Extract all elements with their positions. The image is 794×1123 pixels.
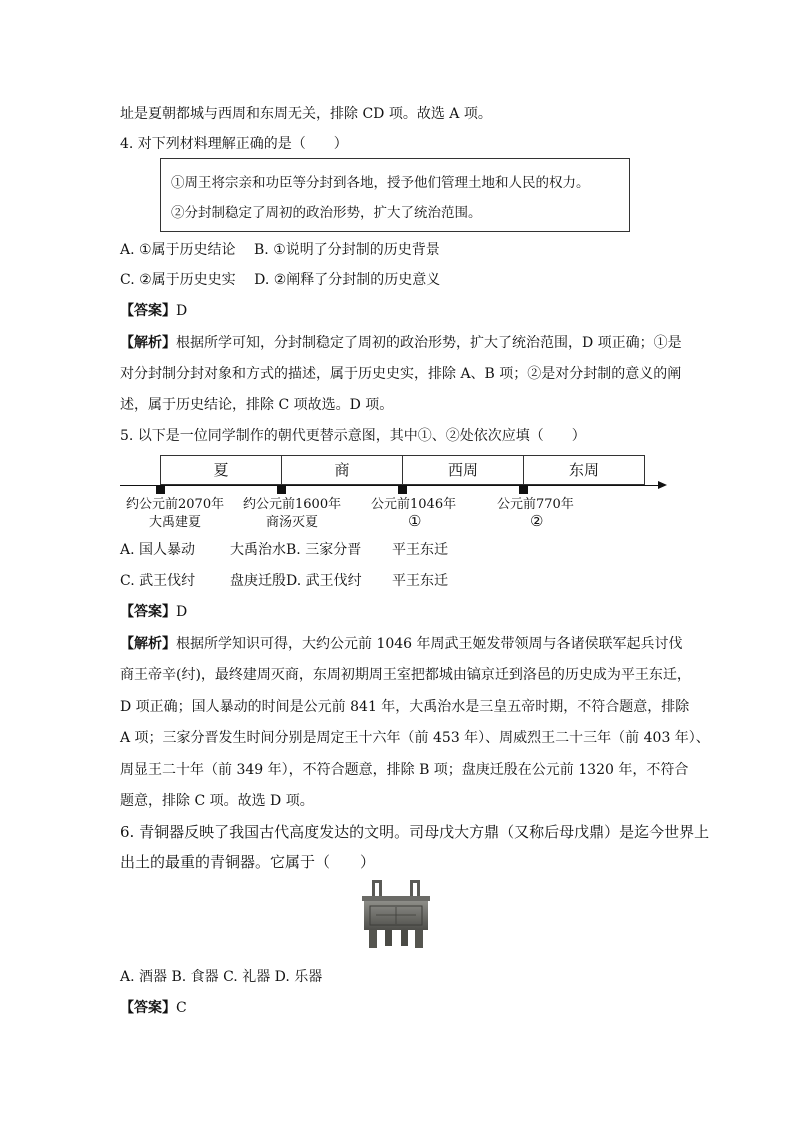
timeline-cell-shang: 商	[281, 455, 403, 485]
intro-line: 址是夏朝都城与西周和东周无关，排除 CD 项。故选 A 项。	[120, 106, 492, 122]
bronze-ding-image	[358, 876, 434, 956]
timeline-event: ①	[408, 512, 422, 530]
timeline-axis	[120, 485, 660, 486]
q4-analysis-3: 述，属于历史结论，排除 C 项故选。D 项。	[120, 397, 394, 413]
q5-analysis-4: A 项；三家分晋发生时间分别是周定王十六年（前 453 年）、周威烈王二十三年（前 403 年）、	[120, 730, 710, 746]
q4-material-1: ①周王将宗亲和功臣等分封到各地，授予他们管理土地和人民的权力。	[171, 175, 590, 191]
timeline-cell-xia: 夏	[160, 455, 282, 485]
timeline-marker	[156, 485, 165, 494]
timeline-arrow-icon	[658, 481, 667, 489]
timeline-date: 公元前770年	[497, 497, 574, 512]
timeline-marker	[398, 485, 407, 494]
timeline-cell-eastern-zhou: 东周	[523, 455, 645, 485]
q5-answer	[120, 602, 187, 622]
answer-value: D	[176, 303, 188, 319]
timeline-event: 商汤灭夏	[266, 515, 319, 530]
q4-analysis-2: 对分封制分封对象和方式的描述，属于历史史实，排除 A、B 项；②是对分封制的意义的阐	[120, 366, 682, 382]
q5-analysis-2: 商王帝辛(纣)，最终建周灭商，东周初期周王室把都城由镐京迁到洛邑的历史成为平王东迁，	[120, 667, 691, 683]
q5-question: 5. 以下是一位同学制作的朝代更替示意图，其中①、②处依次应填（ ）	[120, 428, 586, 444]
timeline-date: 约公元前1600年	[243, 497, 342, 512]
q5-analysis-1: 【解析】根据所学知识可得，大约公元前 1046 年周武王姬发带领周与各诸侯联军起兵讨伐	[120, 636, 683, 652]
q4-options-ab: A. ①属于历史结论 B. ①说明了分封制的历史背景	[120, 242, 440, 258]
timeline-event: 大禹建夏	[149, 515, 202, 530]
q5-analysis-3: D 项正确；国人暴动的时间是公元前 841 年，大禹治水是三皇五帝时期，不符合题意，排除	[120, 699, 690, 715]
q6-answer	[120, 998, 187, 1018]
q5-analysis-6: 题意，排除 C 项。故选 D 项。	[120, 793, 314, 809]
timeline-marker	[277, 485, 286, 494]
answer-label: 【答案】	[120, 303, 176, 319]
q4-analysis-1: 【解析】根据所学可知，分封制稳定了周初的政治形势，扩大了统治范围，D 项正确；①是	[120, 335, 682, 351]
q4-material-box	[160, 158, 630, 232]
q4-question: 4. 对下列材料理解正确的是（ ）	[120, 136, 348, 152]
answer-label: 【答案】	[120, 1000, 176, 1016]
q6-question-1: 6. 青铜器反映了我国古代高度发达的文明。司母戊大方鼎（又称后母戊鼎）是迄今世界上	[120, 823, 710, 841]
timeline-event: ②	[530, 512, 544, 530]
answer-value: C	[176, 1000, 187, 1016]
answer-value: D	[176, 604, 188, 620]
q4-answer	[120, 301, 187, 321]
timeline-marker	[519, 485, 528, 494]
timeline-date: 约公元前2070年	[126, 497, 225, 512]
answer-label: 【答案】	[120, 604, 176, 620]
q6-question-2: 出土的最重的青铜器。它属于（ ）	[120, 853, 376, 871]
analysis-label: 【解析】	[120, 636, 176, 652]
q4-options-cd: C. ②属于历史史实 D. ②阐释了分封制的历史意义	[120, 272, 441, 288]
timeline-date: 公元前1046年	[371, 497, 457, 512]
q6-options: A. 酒器 B. 食器 C. 礼器 D. 乐器	[120, 969, 323, 985]
ding-icon	[358, 876, 434, 952]
q4-material-2: ②分封制稳定了周初的政治形势，扩大了统治范围。	[171, 205, 482, 221]
analysis-label: 【解析】	[120, 335, 176, 351]
q5-analysis-5: 周显王二十年（前 349 年），不符合题意，排除 B 项；盘庚迁殷在公元前 1320 年，不符合	[120, 762, 689, 778]
timeline-cell-western-zhou: 西周	[402, 455, 524, 485]
